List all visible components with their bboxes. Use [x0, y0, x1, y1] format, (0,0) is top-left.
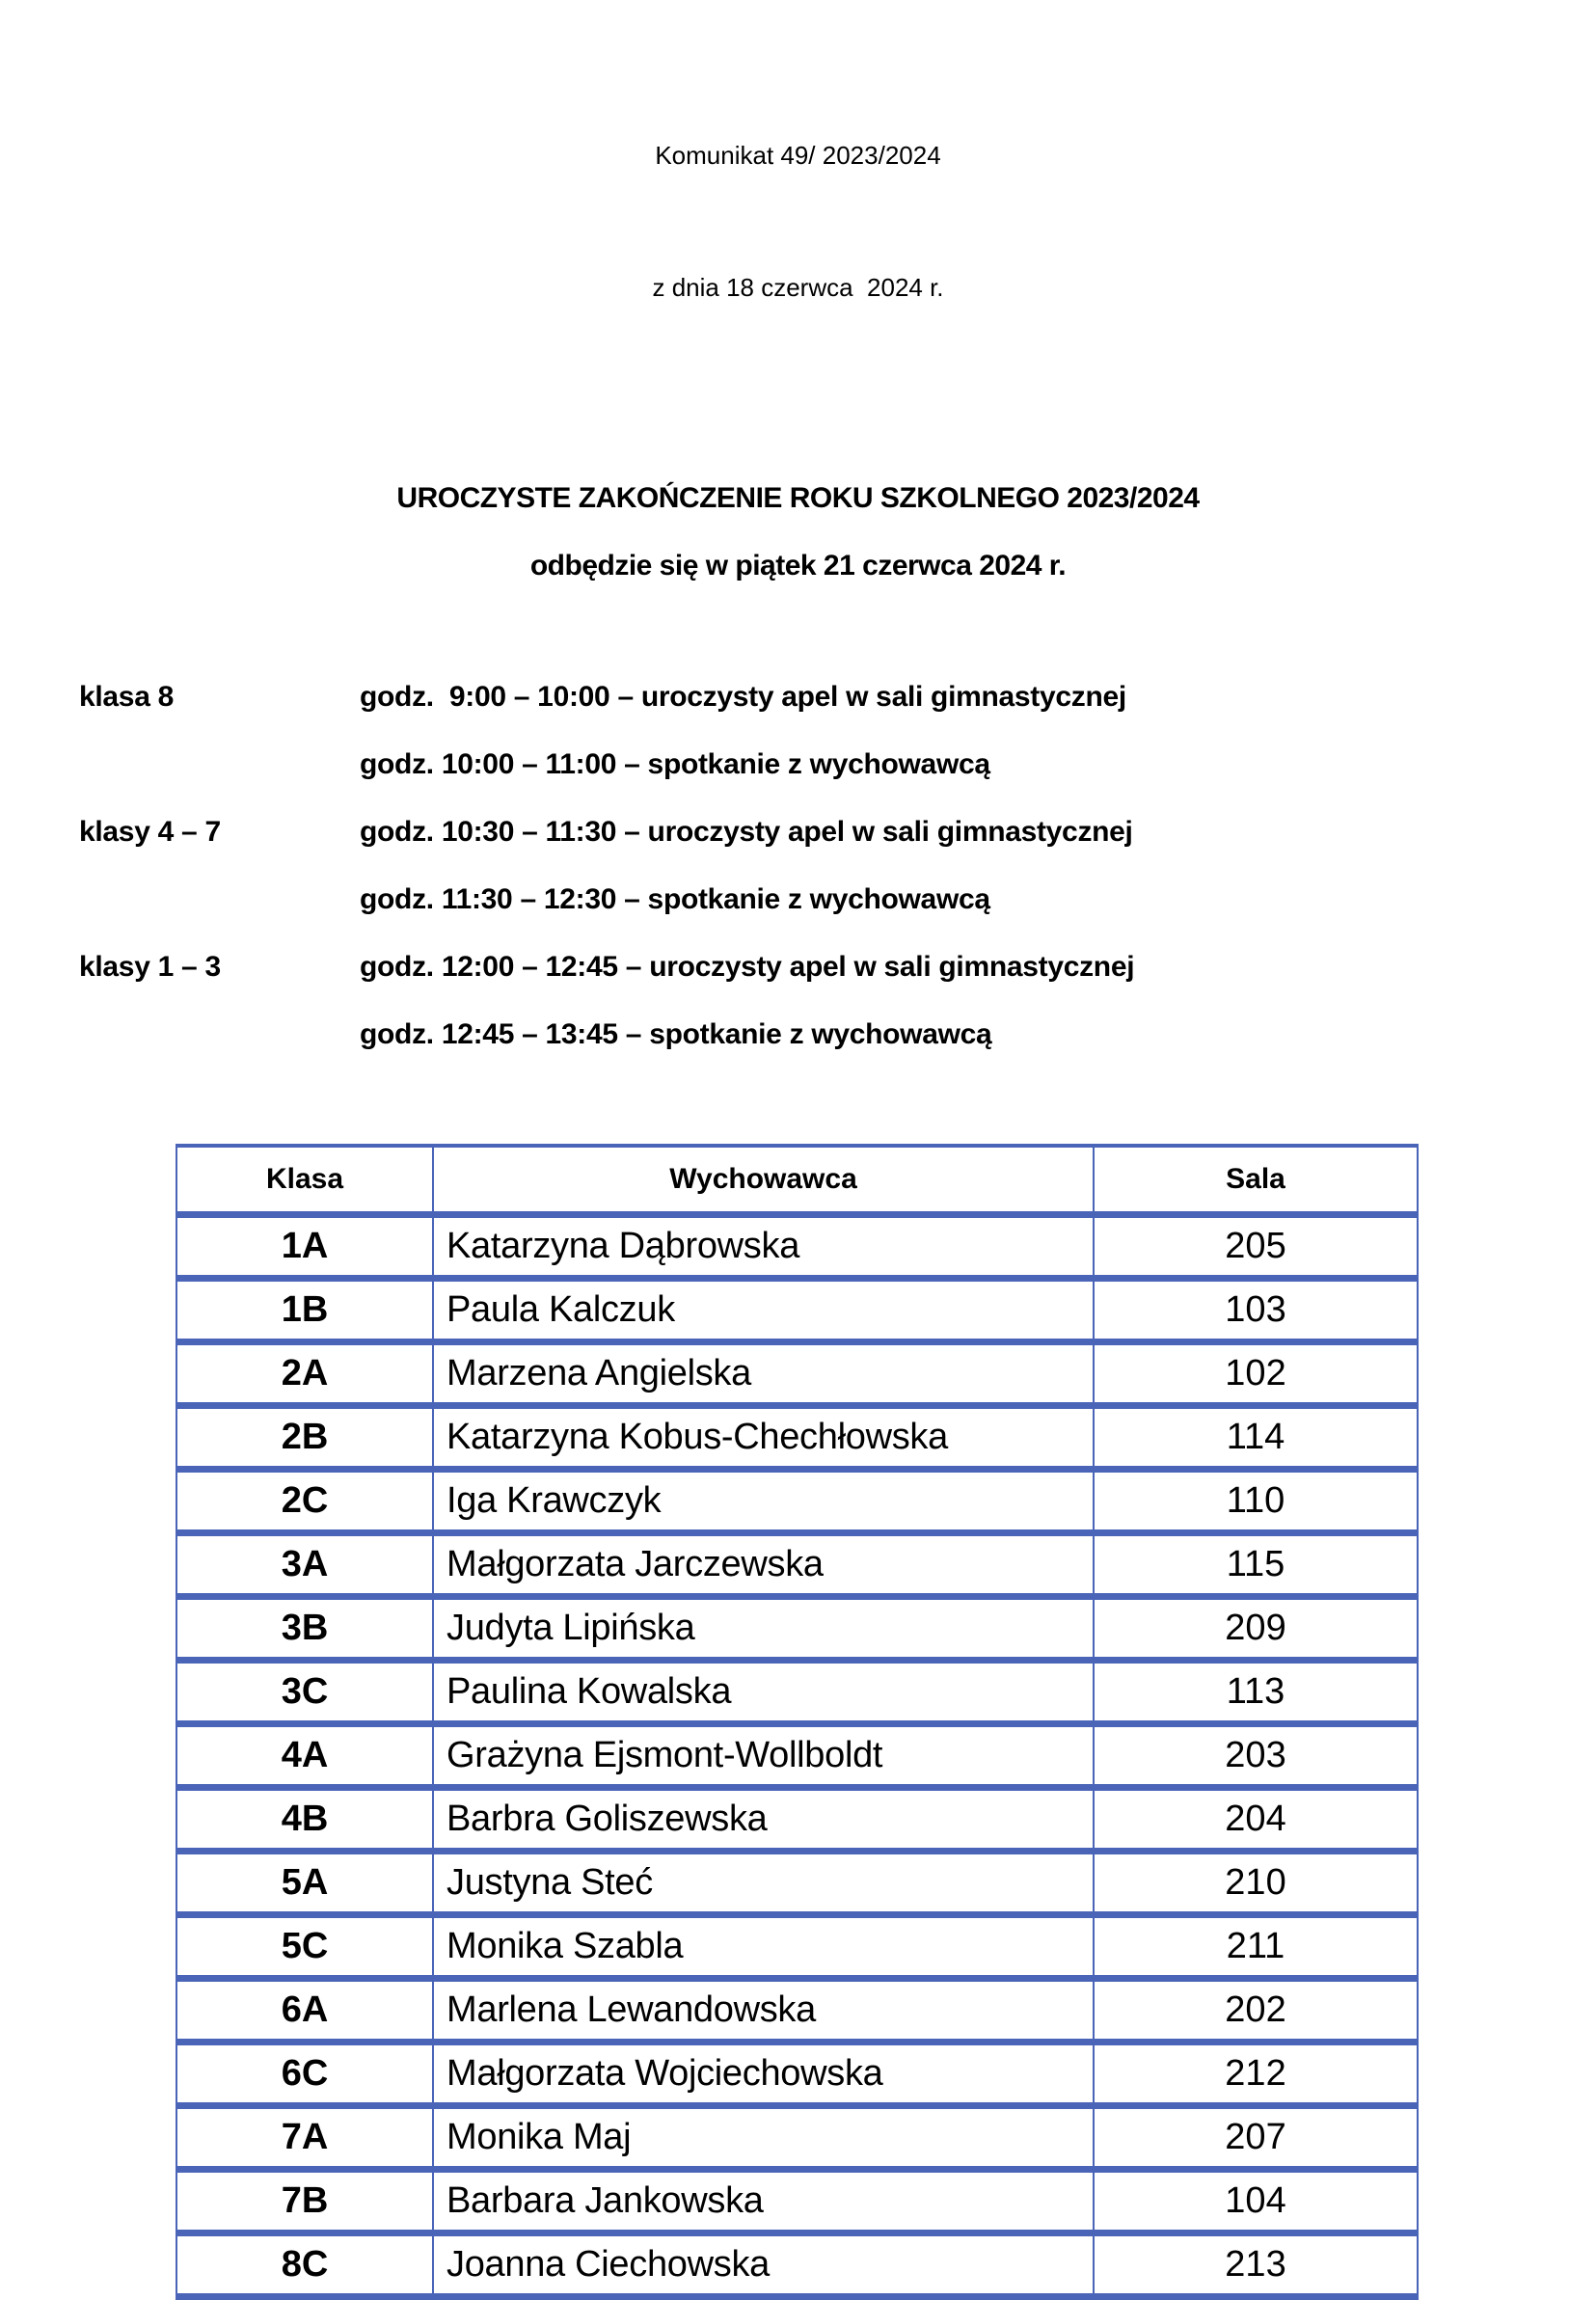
table-row — [176, 1661, 1418, 1724]
schedule-row — [0, 1001, 1596, 1069]
cell-klasa: 8C — [176, 2233, 433, 2297]
cell-sala: 209 — [1094, 1597, 1418, 1661]
cell-wychowawca: Marlena Lewandowska — [433, 1979, 1094, 2043]
cell-sala: 104 — [1094, 2170, 1418, 2233]
column-header-klasa: Klasa — [176, 1146, 433, 1215]
schedule-row — [0, 731, 1596, 798]
cell-wychowawca: Joanna Ciechowska — [433, 2233, 1094, 2297]
cell-sala: 211 — [1094, 1915, 1418, 1979]
schedule-time-text: godz. 9:00 – 10:00 – uroczysty apel w sali gimnastycznej — [360, 681, 1126, 713]
schedule-time-text: godz. 12:00 – 12:45 – uroczysty apel w sali gimnastycznej — [360, 951, 1135, 983]
cell-klasa: 1A — [176, 1215, 433, 1279]
cell-wychowawca: Barbra Goliszewska — [433, 1788, 1094, 1852]
schedule-time-text: godz. 10:00 – 11:00 – spotkanie z wychowawcą — [360, 748, 990, 780]
cell-wychowawca: Paulina Kowalska — [433, 1661, 1094, 1724]
page-title: UROCZYSTE ZAKOŃCZENIE ROKU SZKOLNEGO 2023/2024 — [396, 482, 1200, 514]
cell-wychowawca: Małgorzata Wojciechowska — [433, 2043, 1094, 2106]
cell-wychowawca: Judyta Lipińska — [433, 1597, 1094, 1661]
cell-sala: 212 — [1094, 2043, 1418, 2106]
cell-sala: 213 — [1094, 2233, 1418, 2297]
cell-wychowawca: Iga Krawczyk — [433, 1470, 1094, 1533]
table-row — [176, 2233, 1418, 2297]
cell-sala: 203 — [1094, 1724, 1418, 1788]
cell-klasa: 5C — [176, 1915, 433, 1979]
table-header-row — [176, 1146, 1418, 1215]
column-header-sala: Sala — [1094, 1146, 1418, 1215]
cell-sala: 210 — [1094, 1852, 1418, 1915]
homeroom-table — [176, 1144, 1419, 2300]
cell-sala: 207 — [1094, 2106, 1418, 2170]
schedule-time-text: godz. 11:30 – 12:30 – spotkanie z wychowawcą — [360, 883, 990, 915]
cell-sala: 103 — [1094, 1279, 1418, 1342]
cell-klasa: 5A — [176, 1852, 433, 1915]
cell-wychowawca: Katarzyna Kobus-Chechłowska — [433, 1406, 1094, 1470]
cell-sala: 113 — [1094, 1661, 1418, 1724]
cell-klasa: 7B — [176, 2170, 433, 2233]
cell-sala: 204 — [1094, 1788, 1418, 1852]
table-row — [176, 1215, 1418, 1279]
table-row — [176, 1342, 1418, 1406]
schedule-group-label: klasa 8 — [79, 681, 174, 713]
cell-klasa: 7A — [176, 2106, 433, 2170]
schedule-row — [0, 866, 1596, 934]
cell-wychowawca: Paula Kalczuk — [433, 1279, 1094, 1342]
cell-klasa: 4A — [176, 1724, 433, 1788]
cell-wychowawca: Katarzyna Dąbrowska — [433, 1215, 1094, 1279]
cell-sala: 205 — [1094, 1215, 1418, 1279]
cell-klasa: 6C — [176, 2043, 433, 2106]
cell-wychowawca: Monika Szabla — [433, 1915, 1094, 1979]
schedule-time-text: godz. 12:45 – 13:45 – spotkanie z wychowawcą — [360, 1018, 992, 1050]
cell-wychowawca: Marzena Angielska — [433, 1342, 1094, 1406]
cell-klasa: 6A — [176, 1979, 433, 2043]
table-row — [176, 1597, 1418, 1661]
table-row — [176, 2106, 1418, 2170]
cell-klasa: 3C — [176, 1661, 433, 1724]
table-row — [176, 1852, 1418, 1915]
cell-klasa: 3B — [176, 1597, 433, 1661]
cell-wychowawca: Barbara Jankowska — [433, 2170, 1094, 2233]
table-row — [176, 2170, 1418, 2233]
meta-line-communique-number: Komunikat 49/ 2023/2024 — [655, 141, 941, 170]
cell-wychowawca: Grażyna Ejsmont-Wollboldt — [433, 1724, 1094, 1788]
schedule-time-text: godz. 10:30 – 11:30 – uroczysty apel w sali gimnastycznej — [360, 816, 1133, 848]
cell-sala: 115 — [1094, 1533, 1418, 1597]
table-row — [176, 1915, 1418, 1979]
cell-sala: 202 — [1094, 1979, 1418, 2043]
table-row — [176, 2043, 1418, 2106]
cell-klasa: 2C — [176, 1470, 433, 1533]
cell-sala: 102 — [1094, 1342, 1418, 1406]
page-subtitle: odbędzie się w piątek 21 czerwca 2024 r. — [529, 550, 1067, 582]
table-row — [176, 1470, 1418, 1533]
cell-sala: 114 — [1094, 1406, 1418, 1470]
schedule-group-label: klasy 1 – 3 — [79, 951, 221, 983]
meta-line-date: z dnia 18 czerwca 2024 r. — [652, 272, 944, 302]
schedule-row — [0, 934, 1596, 1001]
table-row — [176, 1979, 1418, 2043]
table-row — [176, 1724, 1418, 1788]
document-meta — [0, 0, 1596, 397]
schedule-row — [0, 798, 1596, 866]
schedule-group-label: klasy 4 – 7 — [79, 816, 221, 848]
cell-wychowawca: Justyna Steć — [433, 1852, 1094, 1915]
cell-wychowawca: Małgorzata Jarczewska — [433, 1533, 1094, 1597]
cell-klasa: 4B — [176, 1788, 433, 1852]
schedule-list — [0, 663, 1596, 1069]
table-row — [176, 1406, 1418, 1470]
cell-klasa: 2A — [176, 1342, 433, 1406]
schedule-row — [0, 663, 1596, 731]
table-row — [176, 1279, 1418, 1342]
cell-sala: 110 — [1094, 1470, 1418, 1533]
cell-klasa: 1B — [176, 1279, 433, 1342]
table-row — [176, 1533, 1418, 1597]
cell-klasa: 2B — [176, 1406, 433, 1470]
cell-klasa: 3A — [176, 1533, 433, 1597]
table-row — [176, 1788, 1418, 1852]
column-header-wychowawca: Wychowawca — [433, 1146, 1094, 1215]
cell-wychowawca: Monika Maj — [433, 2106, 1094, 2170]
